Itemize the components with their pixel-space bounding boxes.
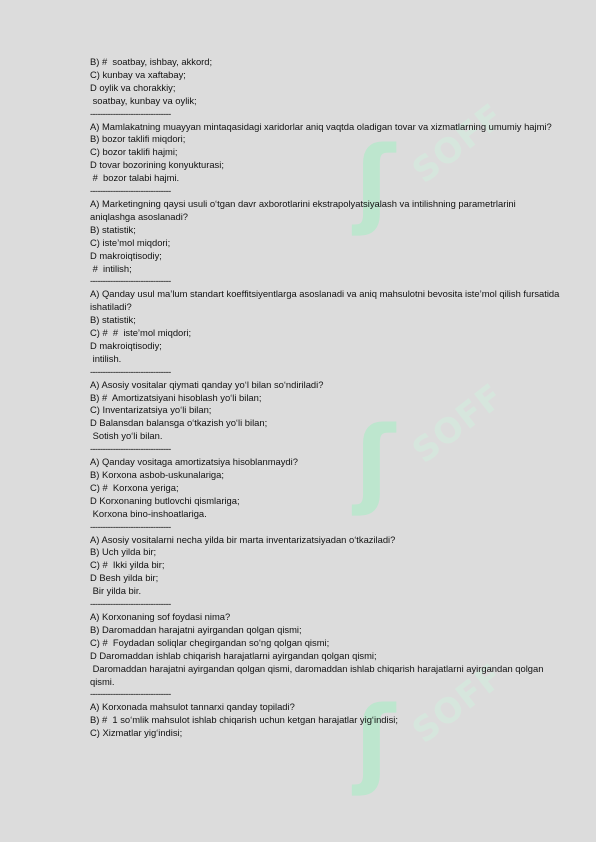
document-line: C) Inventarizatsiya yo‘li bilan; [90, 404, 212, 416]
document-line: A) Asosiy vositalarni necha yilda bir marta inventarizatsiyadan o‘tkaziladi? [90, 533, 396, 545]
document-line: B) # 1 so‘mlik mahsulot ishlab chiqarish uchun ketgan harajatlar yig‘indisi; [90, 714, 398, 726]
document-line: D makroiqtisodiy; [90, 249, 162, 261]
document-line: D Daromaddan ishlab chiqarish harajatlarni ayirgandan qolgan qismi; [90, 649, 377, 661]
document-line: Sotish yo‘li bilan. [90, 430, 163, 442]
document-line: B) bozor taklifi miqdori; [90, 133, 186, 145]
document-line: D makroiqtisodiy; [90, 339, 162, 351]
document-line: C) # Foydadan soliqlar chegirgandan so‘ng qolgan qismi; [90, 636, 330, 648]
document-line: B) # soatbay, ishbay, akkord; [90, 56, 213, 67]
document-line: A) Mamlakatning muayyan mintaqasidagi xaridorlar aniq vaqtda oladigan tovar va xizmatlarning umumiy hajmi? [90, 120, 552, 132]
document-line: B) Korxona asbob-uskunalariga; [90, 469, 224, 480]
watermark-logo-icon: ʃ [355, 406, 395, 518]
document-line: C) # Korxona yeriga; [90, 481, 179, 493]
document-body [90, 56, 560, 740]
document-line: A) Marketingning qaysi usuli o‘tgan davr axborotlarini ekstrapolyatsiyalash va intilishning parametrlarini aniqlashga asoslanadi? [90, 197, 519, 222]
document-line: B) statistik; [90, 223, 136, 235]
document-line: A) Korxonada mahsulot tannarxi qanday topiladi? [90, 701, 295, 713]
document-line: D oylik va chorakkiy; [90, 81, 176, 93]
document-line: A) Qanday usul ma’lum standart koeffitsiyentlarga asoslanadi va aniq mahsulotni bevosita iste’mol qilish fursatida ishatiladi? [90, 288, 562, 313]
separator-line: -------------------------------- [90, 275, 171, 287]
separator-line: -------------------------------- [90, 185, 171, 197]
watermark-logo-icon: ʃ [355, 686, 395, 798]
document-line: B) Uch yilda bir; [90, 546, 157, 558]
document-line: C) kunbay va xaftabay; [90, 68, 186, 80]
document-line: D Korxonaning butlovchi qismlariga; [90, 494, 240, 506]
document-line: C) # Ikki yilda bir; [90, 559, 165, 571]
document-line: intilish. [90, 352, 122, 364]
document-line: D Balansdan balansga o‘tkazish yo‘li bilan; [90, 417, 268, 429]
watermark-text: SOFF [405, 96, 512, 192]
document-line: Korxona bino-inshoatlariga. [90, 507, 207, 519]
separator-line: -------------------------------- [90, 443, 171, 455]
separator-line: -------------------------------- [90, 365, 171, 377]
watermark-text: SOFF [405, 376, 512, 472]
separator-line: -------------------------------- [90, 107, 171, 119]
document-line: Daromaddan harajatni ayirgandan qolgan qismi, daromaddan ishlab chiqarish harajatlarni ayirgandan qolgan qismi. [90, 662, 547, 687]
document-line: C) bozor taklifi hajmi; [90, 146, 178, 158]
document-line: A) Asosiy vositalar qiymati qanday yo‘l bilan so‘ndiriladi? [90, 378, 324, 390]
document-line: B) Daromaddan harajatni ayirgandan qolgan qismi; [90, 623, 302, 635]
document-line: B) statistik; [90, 314, 136, 326]
watermark-logo-icon: ʃ [355, 126, 395, 238]
document-line: C) Xizmatlar yig‘indisi; [90, 727, 183, 739]
document-line: D tovar bozorining konyukturasi; [90, 159, 224, 171]
document-line: A) Korxonaning sof foydasi nima? [90, 610, 231, 622]
document-line: B) # Amortizatsiyani hisoblash yo‘li bilan; [90, 391, 262, 403]
separator-line: -------------------------------- [90, 520, 171, 532]
document-line: soatbay, kunbay va oylik; [90, 94, 197, 106]
watermark-text: SOFF [405, 656, 512, 752]
separator-line: -------------------------------- [90, 598, 171, 610]
separator-line: -------------------------------- [90, 688, 171, 700]
document-line: Bir yilda bir. [90, 585, 142, 597]
document-line: # bozor talabi hajmi. [90, 172, 180, 184]
document-line: A) Qanday vositaga amortizatsiya hisoblanmaydi? [90, 456, 298, 468]
document-line: C) iste’mol miqdori; [90, 236, 171, 248]
document-line: # intilish; [90, 262, 132, 274]
document-line: C) # # iste’mol miqdori; [90, 327, 192, 339]
document-line: D Besh yilda bir; [90, 572, 159, 584]
